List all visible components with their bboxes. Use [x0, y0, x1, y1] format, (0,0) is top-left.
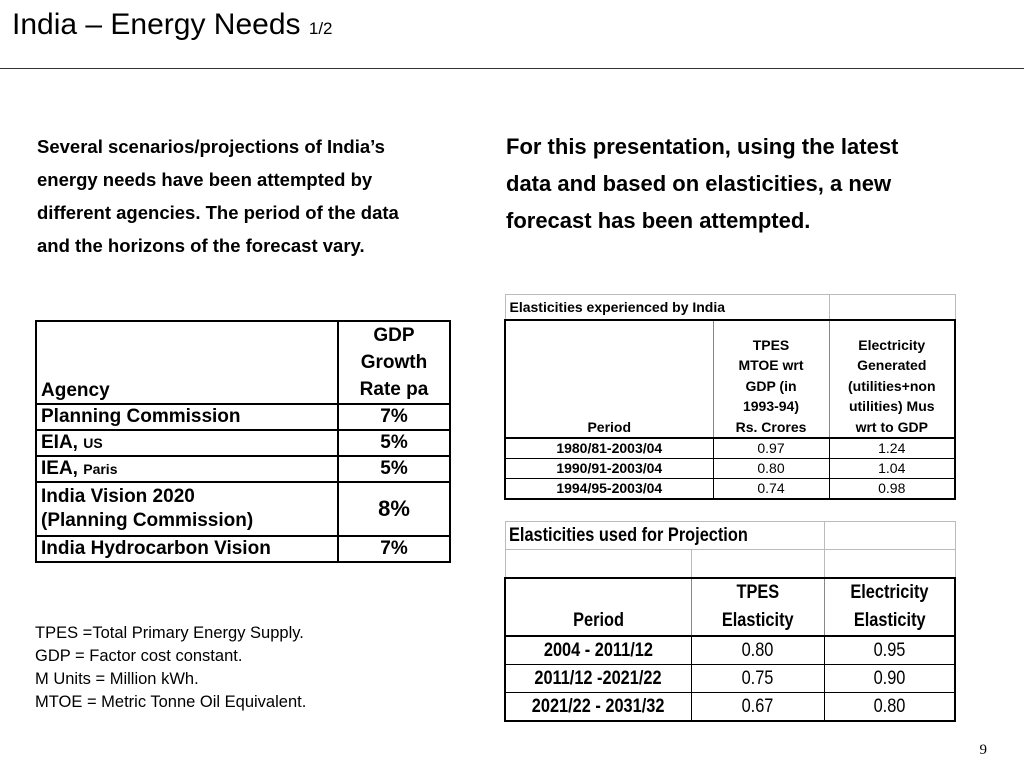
- title-divider: [0, 68, 1024, 69]
- header-line: TPES: [752, 336, 790, 353]
- table-header-row: [505, 578, 955, 636]
- tpes-cell: [691, 636, 824, 665]
- header-gdp-line: GDP: [373, 325, 415, 346]
- agency-label: IEA,: [41, 458, 78, 479]
- header-period: [505, 578, 691, 636]
- electricity-text: 0.80: [873, 695, 906, 717]
- table-header-row: [505, 320, 955, 438]
- table-row: [505, 479, 955, 500]
- growth-rate: 8%: [338, 482, 450, 536]
- electricity-cell: [824, 693, 955, 722]
- slide-title: [12, 8, 333, 42]
- electricity-cell: [824, 636, 955, 665]
- tpes-text: 0.80: [741, 639, 774, 661]
- table-row: [505, 636, 955, 665]
- agency-name: [36, 536, 338, 562]
- header-line: [825, 607, 955, 635]
- page-number: 9: [979, 742, 987, 758]
- header-electricity: [824, 578, 955, 636]
- projection-elasticities-table: [504, 521, 956, 722]
- table-row: [36, 430, 450, 456]
- agency-label: India Hydrocarbon Vision: [41, 538, 271, 559]
- agency-label-line: (Planning Commission): [41, 510, 254, 531]
- growth-rate: 5%: [338, 430, 450, 456]
- agency-name: [36, 456, 338, 482]
- table-header-row: [36, 321, 450, 404]
- header-line: GDP (in: [745, 377, 797, 394]
- period-text: 2004 - 2011/12: [543, 639, 653, 661]
- header-line-text: Electricity: [850, 582, 929, 603]
- header-gdp-growth: [338, 321, 450, 404]
- period-cell: [505, 665, 691, 693]
- experienced-elasticities-table: [504, 294, 956, 500]
- agency-label-line: India Vision 2020: [41, 486, 195, 507]
- forecast-paragraph: For this presentation, using the latest data and based on elasticities, a new forecast has been attempted.: [506, 134, 899, 233]
- tpes-text: 0.75: [741, 667, 774, 689]
- header-line: 1993-94): [742, 398, 800, 414]
- blank-cell: [505, 550, 691, 579]
- electricity-cell: 1.24: [829, 438, 955, 459]
- electricity-cell: 0.98: [829, 479, 955, 500]
- header-line: [692, 607, 824, 635]
- period-text: 2021/22 - 2031/32: [531, 695, 665, 717]
- period-cell: 1980/81-2003/04: [505, 438, 713, 459]
- agency-location: US: [83, 435, 103, 451]
- tpes-cell: 0.80: [713, 459, 829, 479]
- electricity-cell: 1.04: [829, 459, 955, 479]
- electricity-cell: [824, 665, 955, 693]
- growth-rate: 5%: [338, 456, 450, 482]
- intro-paragraph: Several scenarios/projections of India’s energy needs have been attempted by different agencies. The period of the data and the horizons of the forecast vary.: [37, 136, 399, 256]
- table-caption-row: [505, 522, 955, 550]
- tpes-cell: 0.74: [713, 479, 829, 500]
- table-row: [505, 438, 955, 459]
- agency-name: [36, 482, 338, 536]
- agency-name: [36, 430, 338, 456]
- footnote-line: M Units = Million kWh.: [35, 670, 199, 688]
- header-line: utilities) Mus: [848, 398, 935, 414]
- header-agency: Agency: [36, 321, 338, 404]
- table-row: [505, 665, 955, 693]
- blank-cell: [824, 550, 955, 579]
- period-cell: 1990/91-2003/04: [505, 459, 713, 479]
- header-period: Period: [505, 320, 713, 438]
- agency-label: Planning Commission: [41, 406, 241, 427]
- electricity-text: 0.90: [873, 667, 906, 689]
- agency-location: Paris: [83, 461, 118, 477]
- period-cell: [505, 693, 691, 722]
- blank-row: [505, 550, 955, 579]
- slide-title-text: India – Energy Needs: [12, 8, 301, 41]
- table-row: [36, 456, 450, 482]
- growth-rate: 7%: [338, 536, 450, 562]
- header-line: Electricity: [858, 336, 926, 353]
- agency-growth-table: [35, 320, 451, 563]
- header-line: MTOE wrt: [738, 357, 804, 373]
- header-line: [692, 579, 824, 607]
- table-caption: [505, 522, 824, 550]
- tpes-cell: [691, 665, 824, 693]
- table-row: [36, 482, 450, 536]
- tpes-cell: [691, 693, 824, 722]
- header-line: Rs. Crores: [735, 418, 807, 435]
- caption-blank-cell: [829, 295, 955, 321]
- slide-title-suffix: 1/2: [308, 19, 333, 38]
- tpes-cell: 0.97: [713, 438, 829, 459]
- table-row: [36, 536, 450, 562]
- agency-label: EIA,: [41, 432, 78, 453]
- header-line-text: Elasticity: [853, 610, 926, 631]
- table-row: [505, 693, 955, 722]
- agency-name: [36, 404, 338, 430]
- table-caption: Elasticities experienced by India: [505, 295, 829, 321]
- table-row: [505, 459, 955, 479]
- header-line-text: Elasticity: [721, 610, 794, 631]
- footnote-line: TPES =Total Primary Energy Supply.: [35, 624, 304, 642]
- footnotes: [35, 622, 306, 714]
- period-cell: [505, 636, 691, 665]
- header-line: (utilities+non: [848, 377, 936, 394]
- tpes-text: 0.67: [741, 695, 774, 717]
- electricity-text: 0.95: [873, 639, 906, 661]
- header-line: Generated: [857, 357, 927, 373]
- growth-rate: 7%: [338, 404, 450, 430]
- header-line: [825, 579, 955, 607]
- period-text: 2011/12 -2021/22: [534, 667, 662, 689]
- period-cell: 1994/95-2003/04: [505, 479, 713, 500]
- header-gdp-line: Growth: [360, 352, 428, 373]
- table-caption-row: [505, 295, 955, 321]
- footnote-line: MTOE = Metric Tonne Oil Equivalent.: [35, 693, 307, 711]
- header-tpes: [691, 578, 824, 636]
- header-tpes: [713, 320, 829, 438]
- header-electricity: [829, 320, 955, 438]
- header-gdp-line: Rate pa: [359, 379, 429, 400]
- footnote-line: GDP = Factor cost constant.: [35, 647, 243, 665]
- table-row: [36, 404, 450, 430]
- table-caption-text: Elasticities used for Projection: [508, 524, 748, 546]
- blank-cell: [691, 550, 824, 579]
- caption-blank-cell: [824, 522, 955, 550]
- header-period-text: Period: [572, 610, 624, 631]
- header-line-text: TPES: [736, 582, 779, 603]
- header-line: wrt to GDP: [855, 418, 928, 435]
